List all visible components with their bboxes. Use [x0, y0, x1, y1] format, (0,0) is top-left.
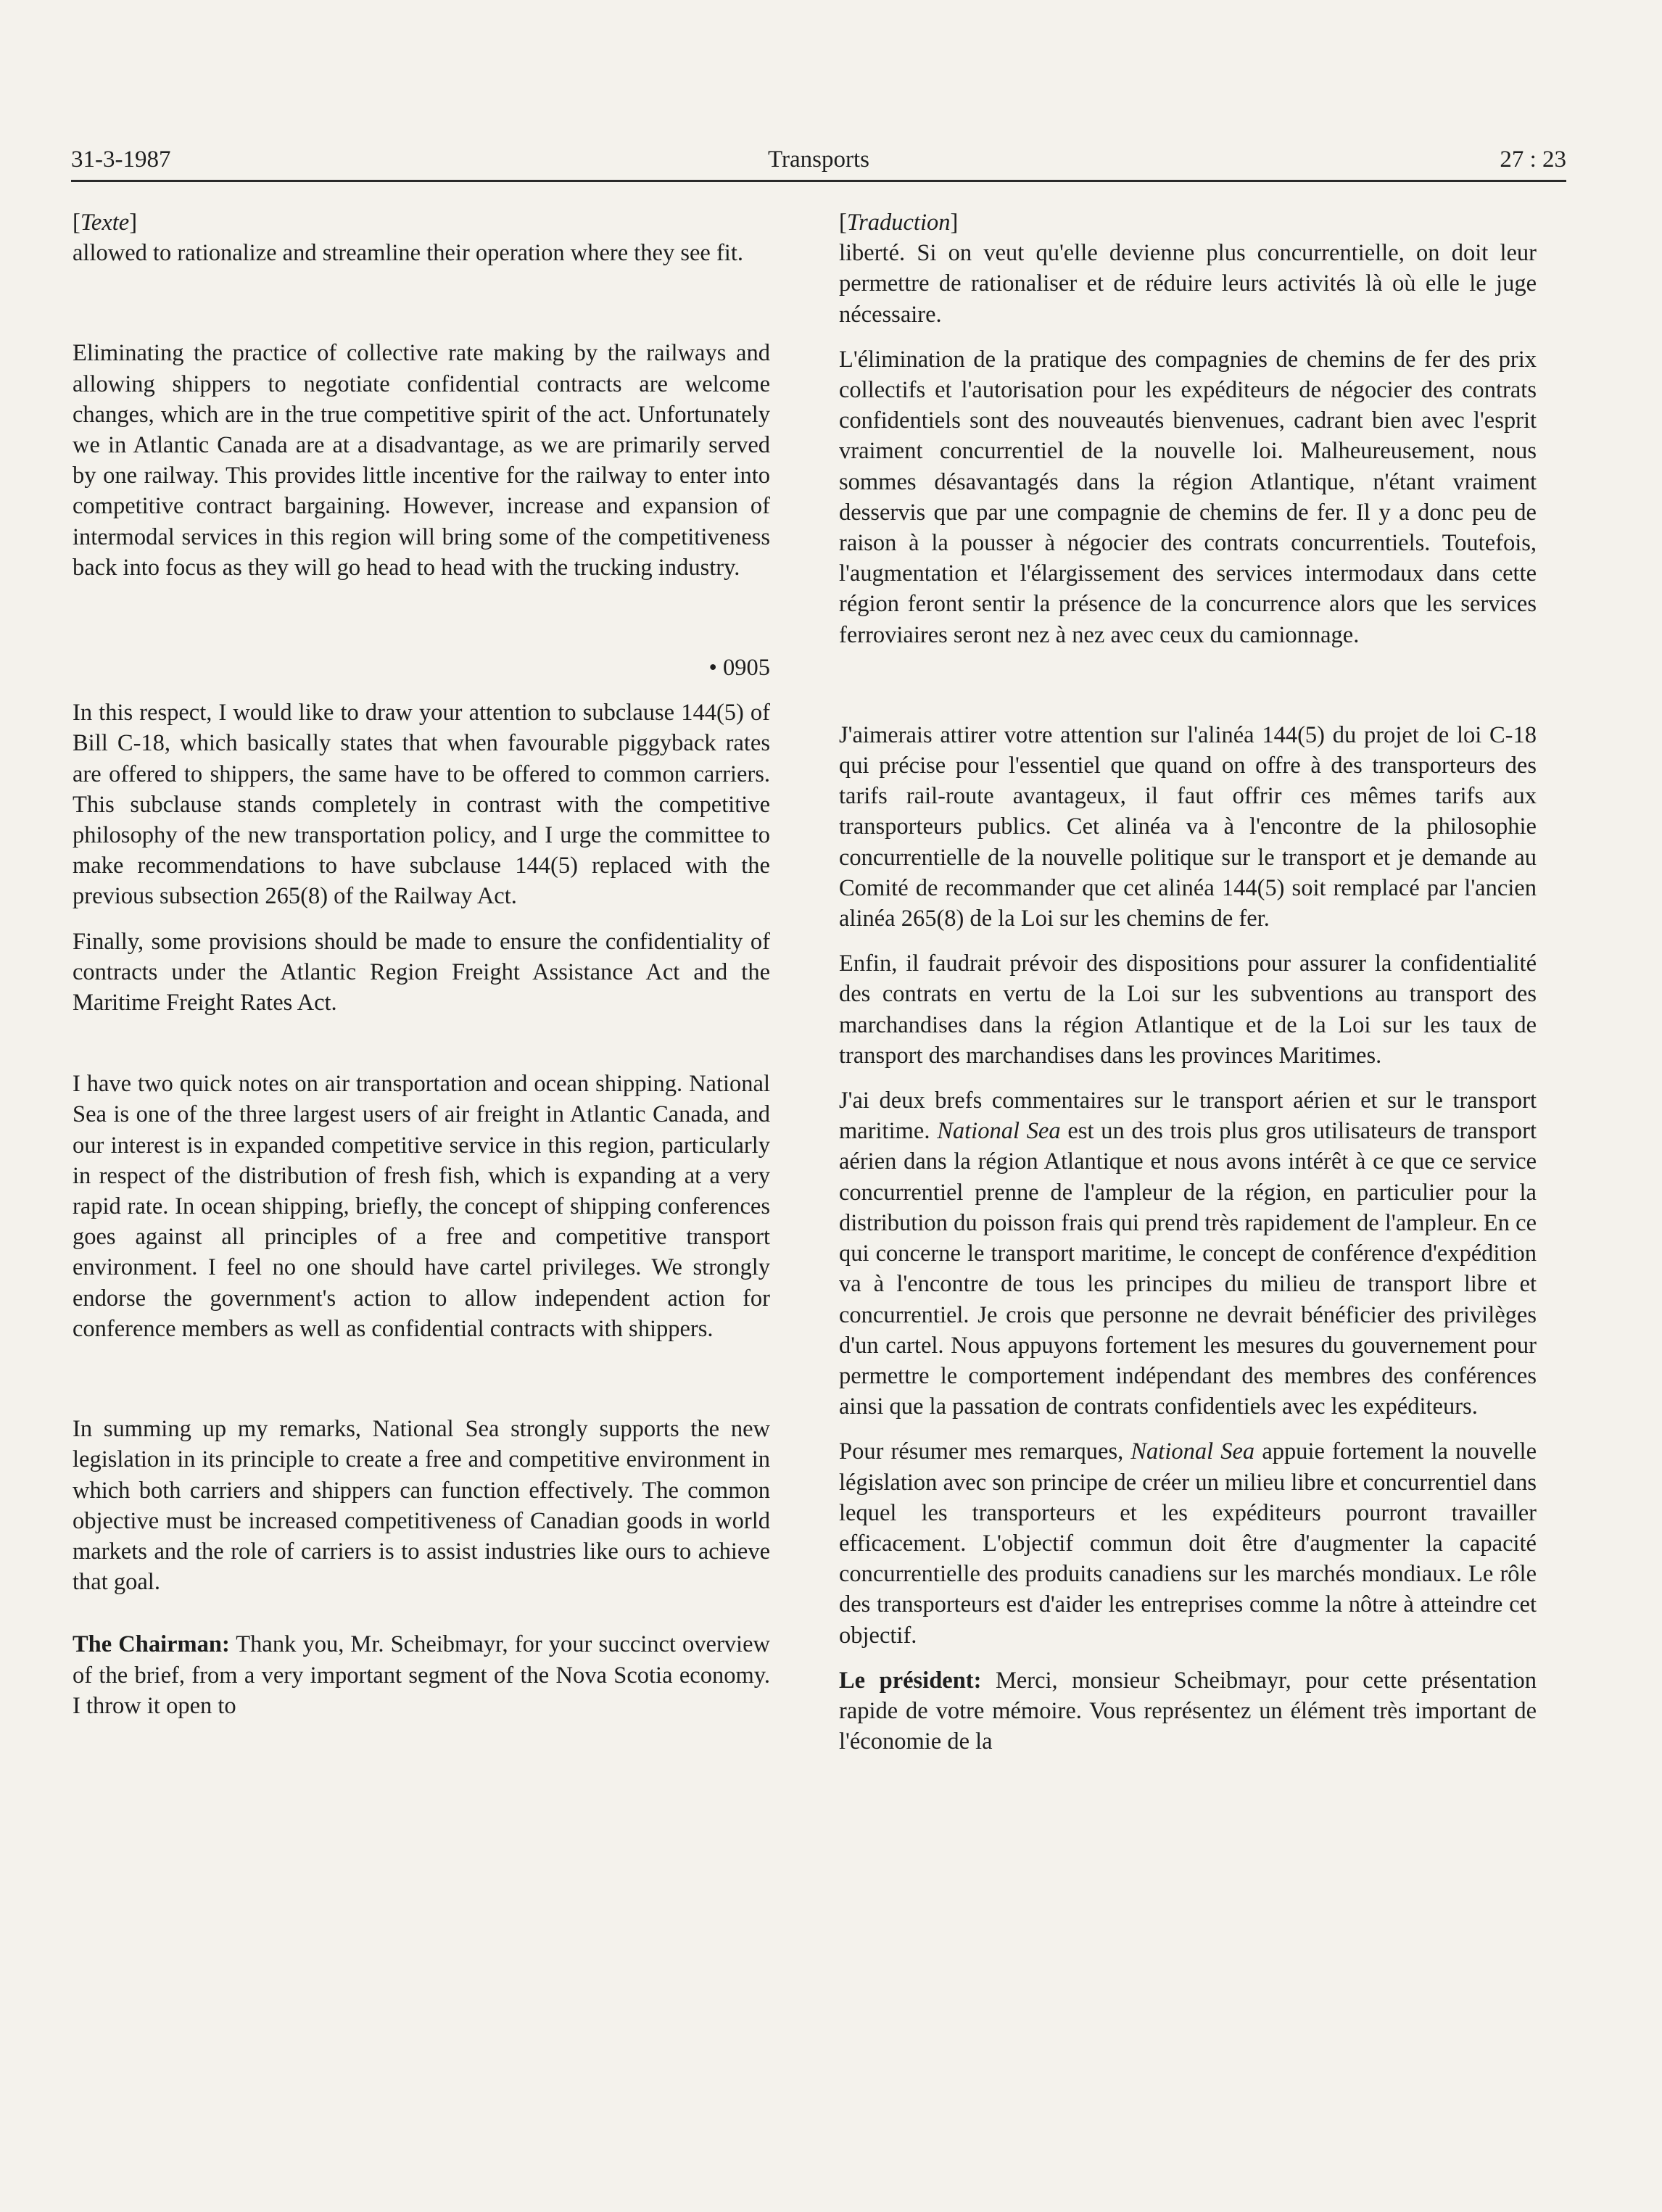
- paragraph: Finally, some provisions should be made to ensure the confidentiality of contracts under the Atlantic Region Freight Assistance Act and the Maritime Freight Rates Act.: [73, 928, 770, 1016]
- paragraph: L'élimination de la pratique des compagnies de chemins de fer des prix collectifs et l'autorisation pour les expéditeurs de négocier des contrats confidentiels sont des nouveautés bienvenues, cadrant bien avec l'esprit vraiment concurrentiel de la nouvelle loi. Malheureusement, nous sommes désavantagés dans la région Atlantique, n'étant vraiment desservis que par une compagnie de chemins de fer. Il y a donc peu de raison à la pousser à négocier des contrats concurrentiels. Toutefois, l'augmentation et l'élargissement des services intermodaux dans cette région feront sentir la présence de la concurrence alors que les services ferroviaires seront nez à nez avec ceux du camionnage.: [839, 346, 1537, 648]
- organization-name: National Sea: [1130, 1438, 1255, 1465]
- speaker-name: Le président:: [839, 1667, 982, 1694]
- paragraph: liberté. Si on veut qu'elle devienne plus concurrentielle, on doit leur permettre de rationaliser et de réduire leurs activités là où elle le juge nécessaire.: [839, 240, 1537, 328]
- header-page-number: 27 : 23: [1500, 146, 1566, 173]
- header-title: Transports: [768, 146, 869, 173]
- paragraph: Pour résumer mes remarques, National Sea appuie fortement la nouvelle législation avec son principe de créer un milieu libre et concurrentiel dans lequel les transporteurs et les expéditeurs pourront travailler efficacement. L'objectif commun doit être d'augmenter la capacité concurrentielle des produits canadiens sur les marchés mondiaux. Le rôle des transporteurs est d'aider les entreprises comme la nôtre à atteindre cet objectif.: [839, 1438, 1537, 1649]
- paragraph: In summing up my remarks, National Sea strongly supports the new legislation in its principle to create a free and competitive environment in which both carriers and shippers can function effectively. The common objective must be increased competitiveness of Canadian goods in world markets and the role of carriers is to assist industries like ours to achieve that goal.: [73, 1416, 770, 1596]
- organization-name: National Sea: [937, 1118, 1061, 1145]
- section-tag: [Texte]: [73, 210, 138, 236]
- french-column: [839, 207, 1537, 1757]
- paragraph: In this respect, I would like to draw your attention to subclause 144(5) of Bill C-18, which basically states that when favourable piggyback rates are offered to shippers, the same have to be offered to common carriers. This subclause stands completely in contrast with the competitive philosophy of the new transportation policy, and I urge the committee to make recommendations to have subclause 144(5) replaced with the previous subsection 265(8) of the Railway Act.: [73, 700, 770, 910]
- paragraph: Eliminating the practice of collective rate making by the railways and allowing shippers to negotiate confidential contracts are welcome changes, which are in the true competitive spirit of the act. Unfortunately we in Atlantic Canada are at a disadvantage, as we are primarily served by one railway. This provides little incentive for the railway to enter into competitive contract bargaining. However, increase and expansion of intermodal services in this region will bring some of the competitiveness back into focus as they will go head to head with the trucking industry.: [73, 340, 770, 581]
- page-header: [71, 144, 1566, 182]
- paragraph: J'aimerais attirer votre attention sur l'alinéa 144(5) du projet de loi C-18 qui précise pour l'essentiel que quand on offre à des transporteurs des tarifs rail-route avantageux, il faut offrir ces mêmes tarifs aux transporteurs publics. Cet alinéa va à l'encontre de la philosophie concurrentielle de la nouvelle politique sur le transport et je demande au Comité de recommander que cet alinéa 144(5) soit remplacé par l'ancien alinéa 265(8) de la Loi sur les chemins de fer.: [839, 721, 1537, 932]
- paragraph: allowed to rationalize and streamline their operation where they see fit.: [73, 240, 743, 267]
- paragraph: J'ai deux brefs commentaires sur le transport aérien et sur le transport maritime. National Sea est un des trois plus gros utilisateurs de transport aérien dans la région Atlantique et nous avons intérêt à ce que ce service concurrentiel prenne de l'ampleur de la région, en particulier pour la distribution du poisson frais qui prend très rapidement de l'ampleur. En ce qui concerne le transport maritime, le concept de conférence d'expédition va à l'encontre de tous les principes du milieu de transport libre et concurrentiel. Je crois que personne ne devrait bénéficier des privilèges d'un cartel. Nous appuyons fortement les mesures du gouvernement pour permettre le comportement indépendant des membres des conférences ainsi que la passation de contrats confidentiels avec les expéditeurs.: [839, 1088, 1537, 1420]
- english-column: [73, 207, 770, 1721]
- chairman-remark: The Chairman: Thank you, Mr. Scheibmayr, for your succinct overview of the brief, from a very important segment of the Nova Scotia economy. I throw it open to: [73, 1631, 770, 1719]
- chairman-remark: Le président: Merci, monsieur Scheibmayr, pour cette présentation rapide de votre mémoire. Vous représentez un élément très important de l'économie de la: [839, 1667, 1537, 1755]
- paragraph: Enfin, il faudrait prévoir des dispositions pour assurer la confidentialité des contrats en vertu de la Loi sur les subventions au transport des marchandises dans la région Atlantique et de la Loi sur les taux de transport des marchandises dans les provinces Maritimes.: [839, 950, 1537, 1069]
- time-marker: • 0905: [708, 655, 770, 682]
- speaker-name: The Chairman:: [73, 1631, 230, 1658]
- section-tag: [Traduction]: [839, 210, 959, 236]
- header-date: 31-3-1987: [71, 146, 171, 173]
- paragraph: I have two quick notes on air transportation and ocean shipping. National Sea is one of the three largest users of air freight in Atlantic Canada, and our interest is in expanded competitive service in this region, particularly in respect of the distribution of fresh fish, which is expanding at a very rapid rate. In ocean shipping, briefly, the concept of shipping conferences goes against all principles of a free and competitive transport environment. I feel no one should have cartel privileges. We strongly endorse the government's action to allow independent action for conference members as well as confidential contracts with shippers.: [73, 1071, 770, 1342]
